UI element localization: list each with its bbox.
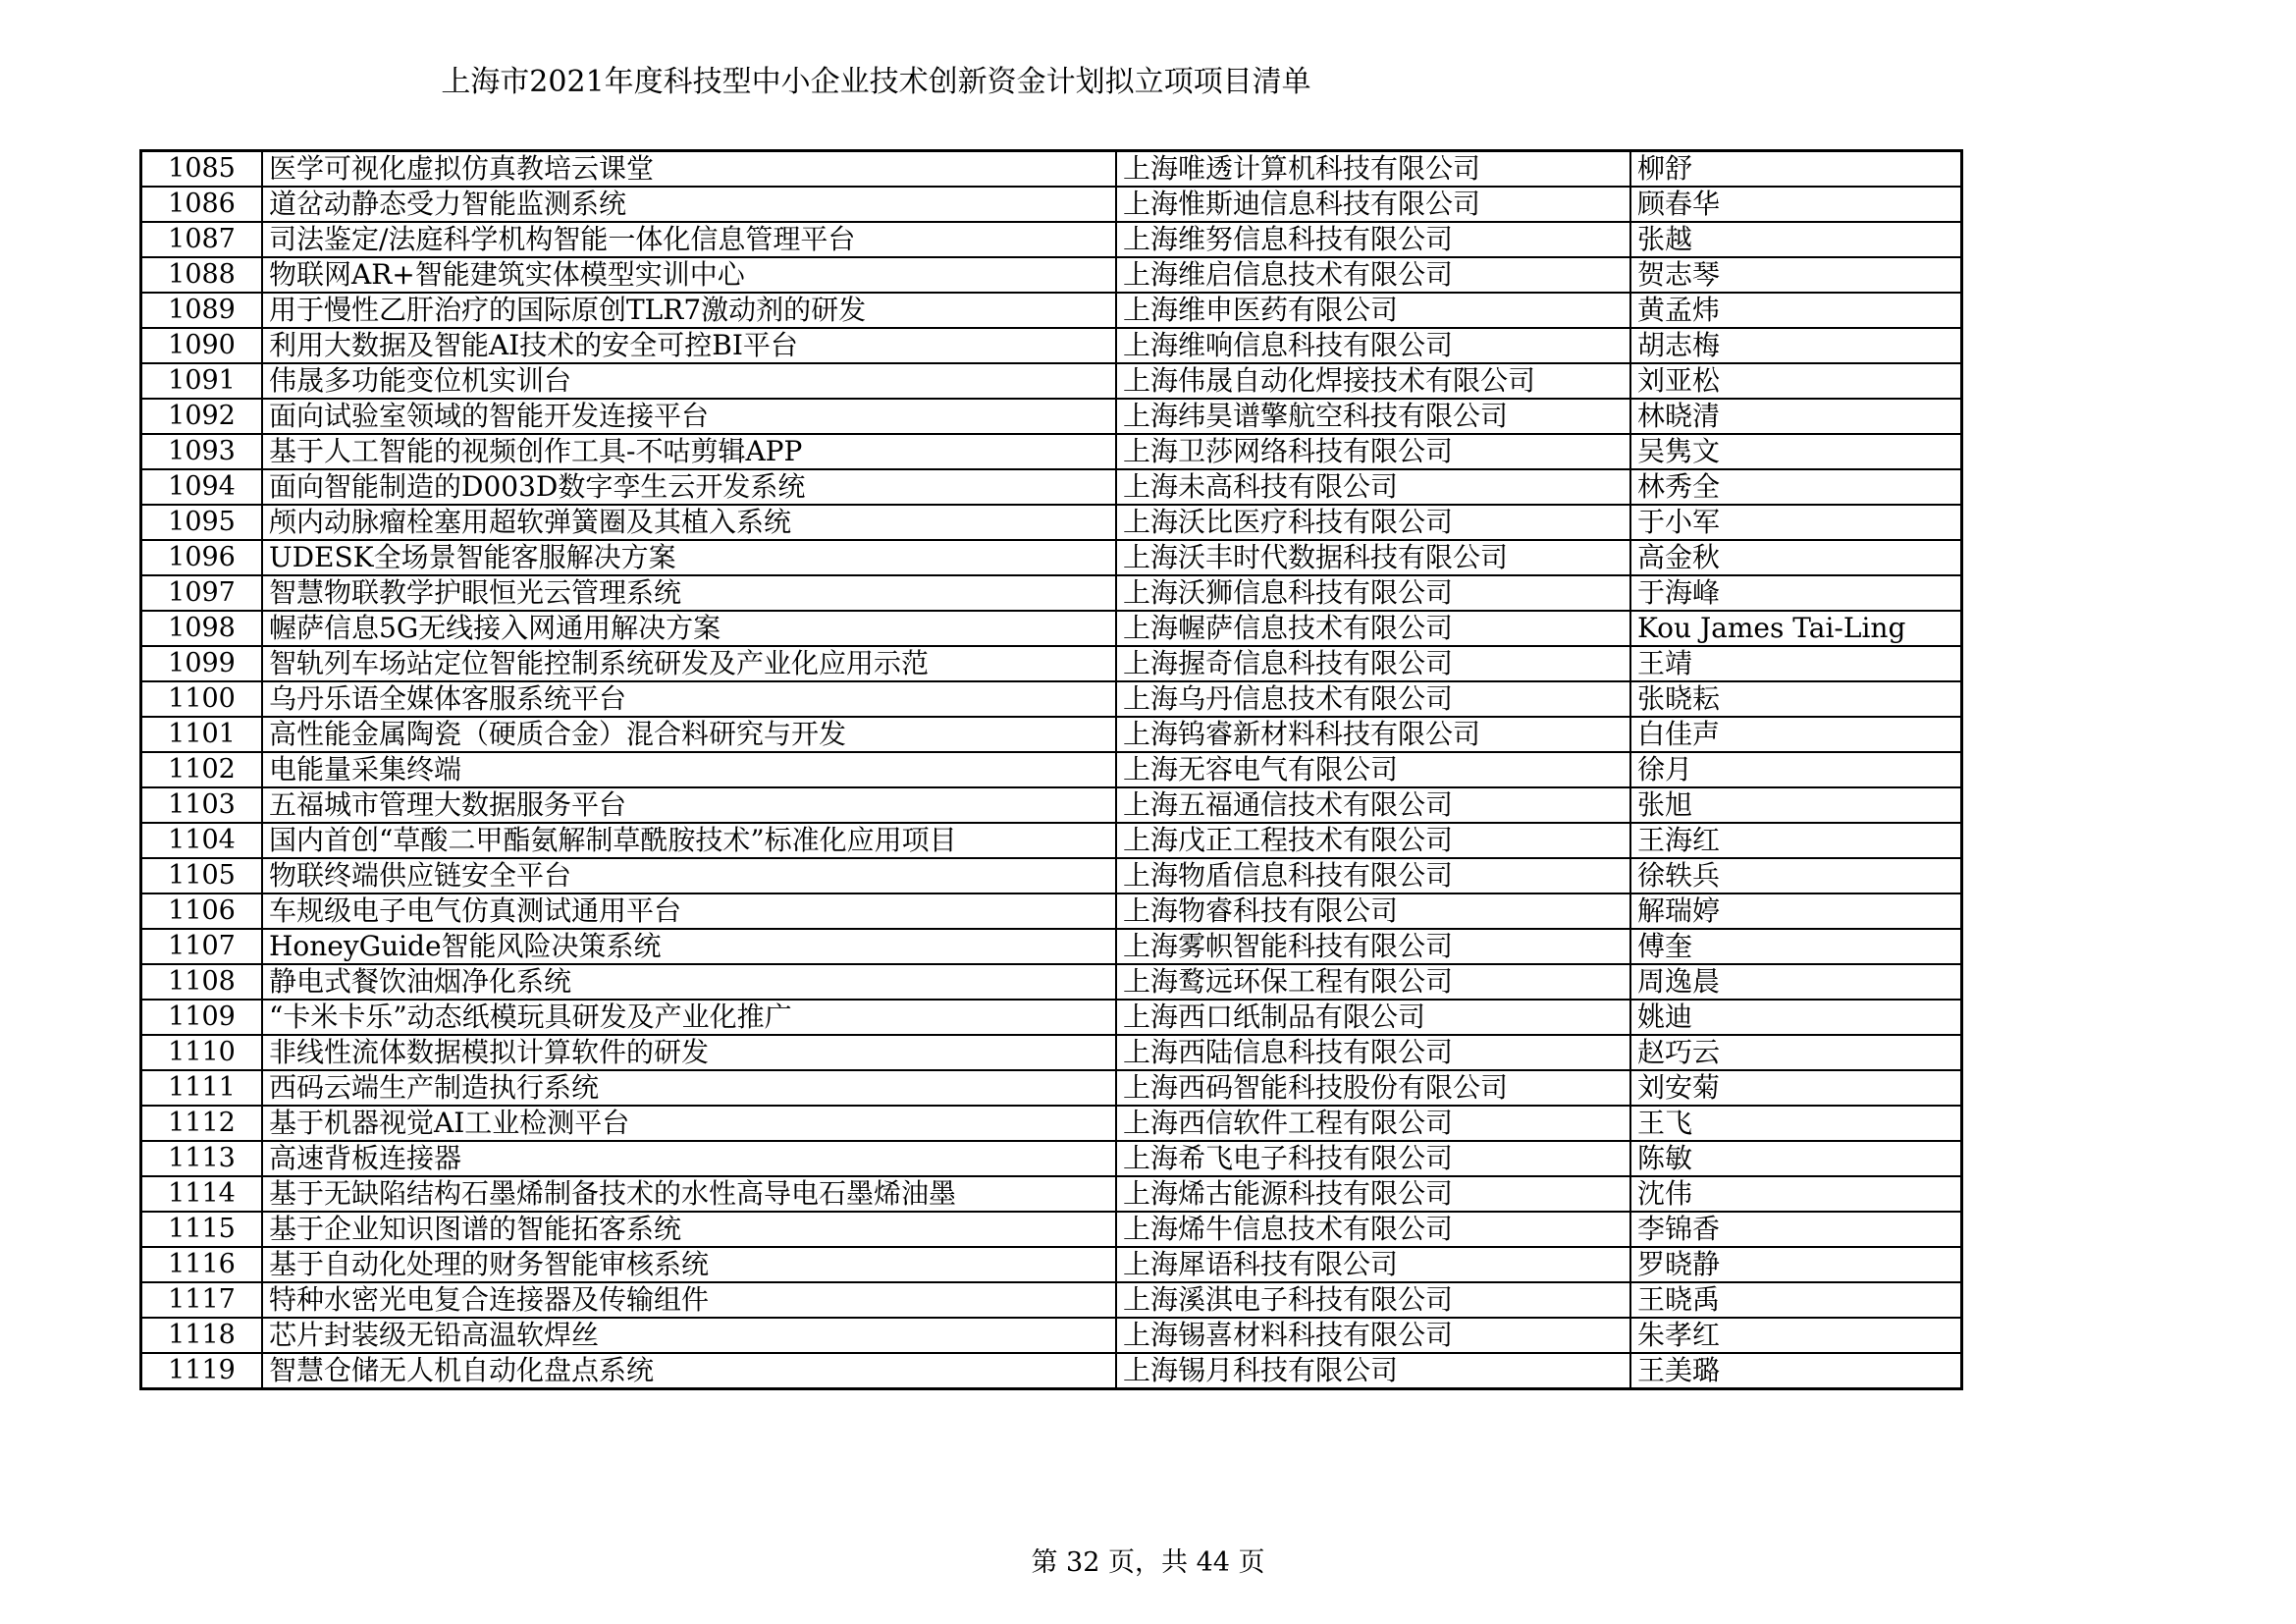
table-row [142, 611, 1960, 646]
serial-number-cell: 1093 [142, 434, 262, 469]
company-name-cell: 上海钨睿新材料科技有限公司 [1116, 717, 1630, 752]
serial-number-cell: 1097 [142, 575, 262, 611]
company-name-cell: 上海维启信息技术有限公司 [1116, 257, 1630, 293]
project-name-cell: 高速背板连接器 [262, 1141, 1116, 1176]
company-name-cell: 上海维响信息科技有限公司 [1116, 328, 1630, 363]
table-row [142, 1035, 1960, 1070]
page-number: 第 32 页，共 44 页 [1031, 1547, 1265, 1578]
table-row [142, 540, 1960, 575]
table-row [142, 1106, 1960, 1141]
contact-person-cell: 徐轶兵 [1630, 858, 1960, 893]
contact-person-cell: 朱孝红 [1630, 1318, 1960, 1353]
company-name-cell: 上海惟斯迪信息科技有限公司 [1116, 187, 1630, 222]
company-name-cell: 上海锡月科技有限公司 [1116, 1353, 1630, 1387]
company-name-cell: 上海幄萨信息技术有限公司 [1116, 611, 1630, 646]
project-name-cell: 芯片封装级无铅高温软焊丝 [262, 1318, 1116, 1353]
contact-person-cell: 高金秋 [1630, 540, 1960, 575]
contact-person-cell: 周逸晨 [1630, 964, 1960, 1000]
table-row [142, 1000, 1960, 1035]
table-row [142, 399, 1960, 434]
company-name-cell: 上海锡喜材料科技有限公司 [1116, 1318, 1630, 1353]
contact-person-cell: 赵巧云 [1630, 1035, 1960, 1070]
table-row [142, 646, 1960, 681]
serial-number-cell: 1090 [142, 328, 262, 363]
project-name-cell: 特种水密光电复合连接器及传输组件 [262, 1282, 1116, 1318]
serial-number-cell: 1102 [142, 752, 262, 787]
project-name-cell: 幄萨信息5G无线接入网通用解决方案 [262, 611, 1116, 646]
table-row [142, 152, 1960, 187]
table-row [142, 363, 1960, 399]
project-name-cell: 医学可视化虚拟仿真教培云课堂 [262, 152, 1116, 187]
serial-number-cell: 1096 [142, 540, 262, 575]
serial-number-cell: 1116 [142, 1247, 262, 1282]
table-row [142, 717, 1960, 752]
serial-number-cell: 1109 [142, 1000, 262, 1035]
contact-person-cell: 顾春华 [1630, 187, 1960, 222]
project-name-cell: 基于企业知识图谱的智能拓客系统 [262, 1212, 1116, 1247]
table-row [142, 505, 1960, 540]
serial-number-cell: 1098 [142, 611, 262, 646]
serial-number-cell: 1114 [142, 1176, 262, 1212]
project-name-cell: 五福城市管理大数据服务平台 [262, 787, 1116, 823]
contact-person-cell: 林晓清 [1630, 399, 1960, 434]
contact-person-cell: 李锦香 [1630, 1212, 1960, 1247]
company-name-cell: 上海鹜远环保工程有限公司 [1116, 964, 1630, 1000]
table-row [142, 257, 1960, 293]
project-name-cell: 非线性流体数据模拟计算软件的研发 [262, 1035, 1116, 1070]
contact-person-cell: 白佳声 [1630, 717, 1960, 752]
serial-number-cell: 1086 [142, 187, 262, 222]
contact-person-cell: 解瑞婷 [1630, 893, 1960, 929]
table-row [142, 858, 1960, 893]
serial-number-cell: 1094 [142, 469, 262, 505]
serial-number-cell: 1111 [142, 1070, 262, 1106]
company-name-cell: 上海沃比医疗科技有限公司 [1116, 505, 1630, 540]
company-name-cell: 上海唯透计算机科技有限公司 [1116, 152, 1630, 187]
project-name-cell: 基于无缺陷结构石墨烯制备技术的水性高导电石墨烯油墨 [262, 1176, 1116, 1212]
company-name-cell: 上海雾帜智能科技有限公司 [1116, 929, 1630, 964]
company-name-cell: 上海维申医药有限公司 [1116, 293, 1630, 328]
project-name-cell: 基于机器视觉AI工业检测平台 [262, 1106, 1116, 1141]
serial-number-cell: 1112 [142, 1106, 262, 1141]
table-row [142, 929, 1960, 964]
contact-person-cell: 张越 [1630, 222, 1960, 257]
contact-person-cell: 罗晓静 [1630, 1247, 1960, 1282]
serial-number-cell: 1106 [142, 893, 262, 929]
company-name-cell: 上海卫莎网络科技有限公司 [1116, 434, 1630, 469]
contact-person-cell: 张旭 [1630, 787, 1960, 823]
project-table [139, 149, 1963, 1390]
contact-person-cell: 于海峰 [1630, 575, 1960, 611]
serial-number-cell: 1119 [142, 1353, 262, 1387]
serial-number-cell: 1110 [142, 1035, 262, 1070]
serial-number-cell: 1115 [142, 1212, 262, 1247]
table-row [142, 1353, 1960, 1387]
contact-person-cell: 王靖 [1630, 646, 1960, 681]
serial-number-cell: 1105 [142, 858, 262, 893]
serial-number-cell: 1104 [142, 823, 262, 858]
company-name-cell: 上海伟晟自动化焊接技术有限公司 [1116, 363, 1630, 399]
project-name-cell: HoneyGuide智能风险决策系统 [262, 929, 1116, 964]
project-name-cell: “卡米卡乐”动态纸模玩具研发及产业化推广 [262, 1000, 1116, 1035]
table-row [142, 893, 1960, 929]
contact-person-cell: 胡志梅 [1630, 328, 1960, 363]
project-name-cell: 基于自动化处理的财务智能审核系统 [262, 1247, 1116, 1282]
project-name-cell: 利用大数据及智能AI技术的安全可控BI平台 [262, 328, 1116, 363]
serial-number-cell: 1088 [142, 257, 262, 293]
project-name-cell: 静电式餐饮油烟净化系统 [262, 964, 1116, 1000]
project-name-cell: 智慧物联教学护眼恒光云管理系统 [262, 575, 1116, 611]
project-name-cell: 面向智能制造的D003D数字孪生云开发系统 [262, 469, 1116, 505]
company-name-cell: 上海乌丹信息技术有限公司 [1116, 681, 1630, 717]
project-name-cell: 智轨列车场站定位智能控制系统研发及产业化应用示范 [262, 646, 1116, 681]
contact-person-cell: 姚迪 [1630, 1000, 1960, 1035]
company-name-cell: 上海沃丰时代数据科技有限公司 [1116, 540, 1630, 575]
project-name-cell: 基于人工智能的视频创作工具-不咕剪辑APP [262, 434, 1116, 469]
serial-number-cell: 1099 [142, 646, 262, 681]
serial-number-cell: 1092 [142, 399, 262, 434]
table-row [142, 1318, 1960, 1353]
contact-person-cell: 王晓禹 [1630, 1282, 1960, 1318]
table-row [142, 787, 1960, 823]
project-name-cell: 车规级电子电气仿真测试通用平台 [262, 893, 1116, 929]
table-row [142, 1282, 1960, 1318]
project-name-cell: 物联终端供应链安全平台 [262, 858, 1116, 893]
company-name-cell: 上海西陆信息科技有限公司 [1116, 1035, 1630, 1070]
project-name-cell: 司法鉴定/法庭科学机构智能一体化信息管理平台 [262, 222, 1116, 257]
company-name-cell: 上海物睿科技有限公司 [1116, 893, 1630, 929]
contact-person-cell: 林秀全 [1630, 469, 1960, 505]
contact-person-cell: 黄孟炜 [1630, 293, 1960, 328]
company-name-cell: 上海五福通信技术有限公司 [1116, 787, 1630, 823]
table-row [142, 752, 1960, 787]
table-row [142, 469, 1960, 505]
company-name-cell: 上海烯牛信息技术有限公司 [1116, 1212, 1630, 1247]
contact-person-cell: 陈敏 [1630, 1141, 1960, 1176]
serial-number-cell: 1100 [142, 681, 262, 717]
table-row [142, 222, 1960, 257]
company-name-cell: 上海西信软件工程有限公司 [1116, 1106, 1630, 1141]
contact-person-cell: 贺志琴 [1630, 257, 1960, 293]
contact-person-cell: 刘亚松 [1630, 363, 1960, 399]
contact-person-cell: 沈伟 [1630, 1176, 1960, 1212]
project-name-cell: 电能量采集终端 [262, 752, 1116, 787]
company-name-cell: 上海无容电气有限公司 [1116, 752, 1630, 787]
document-title: 上海市2021年度科技型中小企业技术创新资金计划拟立项项目清单 [441, 65, 1311, 99]
serial-number-cell: 1108 [142, 964, 262, 1000]
serial-number-cell: 1107 [142, 929, 262, 964]
serial-number-cell: 1085 [142, 152, 262, 187]
project-name-cell: 颅内动脉瘤栓塞用超软弹簧圈及其植入系统 [262, 505, 1116, 540]
serial-number-cell: 1117 [142, 1282, 262, 1318]
project-name-cell: 物联网AR+智能建筑实体模型实训中心 [262, 257, 1116, 293]
table-row [142, 328, 1960, 363]
contact-person-cell: 刘安菊 [1630, 1070, 1960, 1106]
project-name-cell: 面向试验室领域的智能开发连接平台 [262, 399, 1116, 434]
contact-person-cell: Kou James Tai-Ling [1630, 611, 1960, 646]
company-name-cell: 上海沃狮信息科技有限公司 [1116, 575, 1630, 611]
company-name-cell: 上海未高科技有限公司 [1116, 469, 1630, 505]
contact-person-cell: 王美璐 [1630, 1353, 1960, 1387]
project-name-cell: 智慧仓储无人机自动化盘点系统 [262, 1353, 1116, 1387]
table-row [142, 681, 1960, 717]
contact-person-cell: 于小军 [1630, 505, 1960, 540]
table-row [142, 1070, 1960, 1106]
company-name-cell: 上海希飞电子科技有限公司 [1116, 1141, 1630, 1176]
contact-person-cell: 徐月 [1630, 752, 1960, 787]
table-row [142, 293, 1960, 328]
contact-person-cell: 吴隽文 [1630, 434, 1960, 469]
project-name-cell: 用于慢性乙肝治疗的国际原创TLR7激动剂的研发 [262, 293, 1116, 328]
contact-person-cell: 张晓耘 [1630, 681, 1960, 717]
project-table-body [142, 152, 1960, 1387]
company-name-cell: 上海溪淇电子科技有限公司 [1116, 1282, 1630, 1318]
company-name-cell: 上海西口纸制品有限公司 [1116, 1000, 1630, 1035]
company-name-cell: 上海纬昊谱擎航空科技有限公司 [1116, 399, 1630, 434]
project-name-cell: 道岔动静态受力智能监测系统 [262, 187, 1116, 222]
project-name-cell: 西码云端生产制造执行系统 [262, 1070, 1116, 1106]
table-row [142, 1141, 1960, 1176]
project-name-cell: UDESK全场景智能客服解决方案 [262, 540, 1116, 575]
company-name-cell: 上海西码智能科技股份有限公司 [1116, 1070, 1630, 1106]
project-name-cell: 国内首创“草酸二甲酯氨解制草酰胺技术”标准化应用项目 [262, 823, 1116, 858]
serial-number-cell: 1087 [142, 222, 262, 257]
company-name-cell: 上海烯古能源科技有限公司 [1116, 1176, 1630, 1212]
contact-person-cell: 王海红 [1630, 823, 1960, 858]
project-name-cell: 乌丹乐语全媒体客服系统平台 [262, 681, 1116, 717]
serial-number-cell: 1089 [142, 293, 262, 328]
table-row [142, 575, 1960, 611]
project-name-cell: 高性能金属陶瓷（硬质合金）混合料研究与开发 [262, 717, 1116, 752]
serial-number-cell: 1118 [142, 1318, 262, 1353]
serial-number-cell: 1101 [142, 717, 262, 752]
company-name-cell: 上海维努信息科技有限公司 [1116, 222, 1630, 257]
company-name-cell: 上海戊正工程技术有限公司 [1116, 823, 1630, 858]
contact-person-cell: 傅奎 [1630, 929, 1960, 964]
company-name-cell: 上海握奇信息科技有限公司 [1116, 646, 1630, 681]
table-row [142, 964, 1960, 1000]
serial-number-cell: 1113 [142, 1141, 262, 1176]
serial-number-cell: 1091 [142, 363, 262, 399]
serial-number-cell: 1095 [142, 505, 262, 540]
project-name-cell: 伟晟多功能变位机实训台 [262, 363, 1116, 399]
table-row [142, 1212, 1960, 1247]
company-name-cell: 上海物盾信息科技有限公司 [1116, 858, 1630, 893]
contact-person-cell: 柳舒 [1630, 152, 1960, 187]
table-row [142, 1176, 1960, 1212]
table-row [142, 434, 1960, 469]
company-name-cell: 上海犀语科技有限公司 [1116, 1247, 1630, 1282]
table-row [142, 1247, 1960, 1282]
table-row [142, 187, 1960, 222]
contact-person-cell: 王飞 [1630, 1106, 1960, 1141]
table-row [142, 823, 1960, 858]
serial-number-cell: 1103 [142, 787, 262, 823]
